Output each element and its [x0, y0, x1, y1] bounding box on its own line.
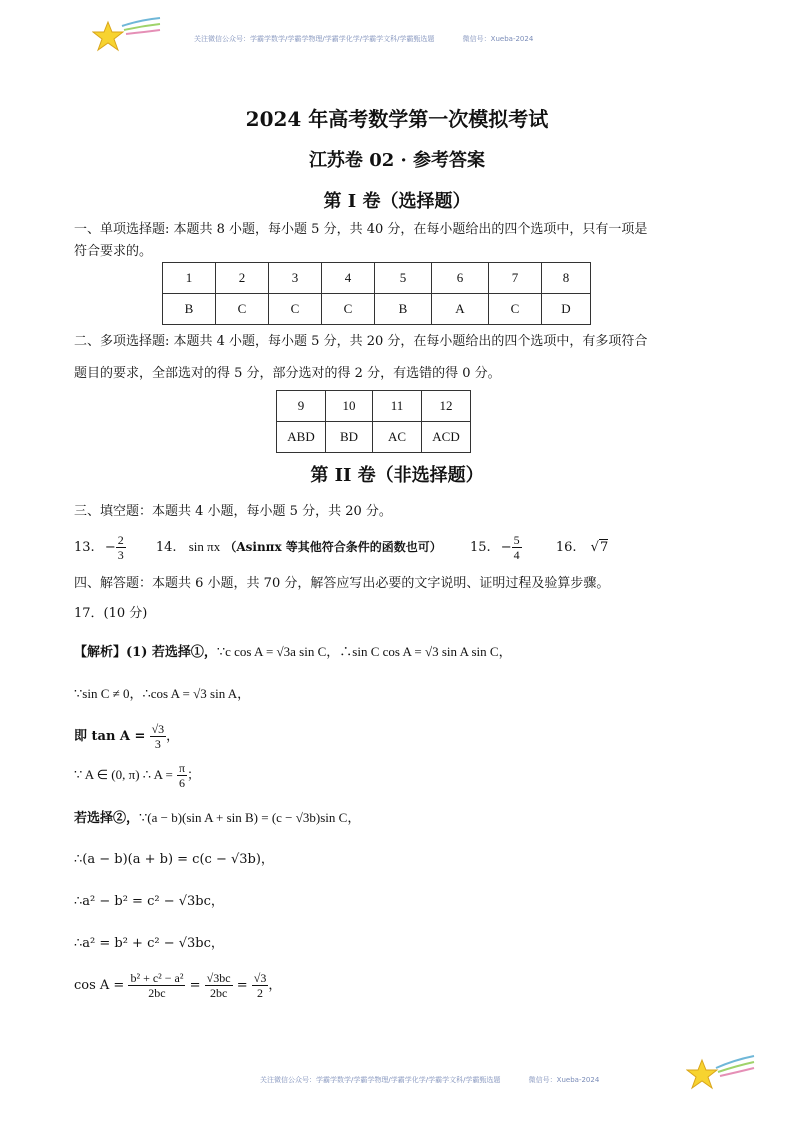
q14-answer: sin πx: [188, 539, 221, 554]
solution-tan-a: 即 tan A =: [74, 729, 146, 744]
solution-line-7: ∴a² − b² = c² − √3bc，: [74, 894, 224, 909]
table-cell: B: [375, 294, 432, 325]
table-cell: 7: [489, 263, 542, 294]
fraction-denominator: 2bc: [148, 986, 166, 1000]
table-cell: ABD: [277, 422, 326, 453]
solution-line-4: [74, 758, 200, 792]
table-cell: D: [542, 294, 591, 325]
fraction-denominator: 3: [117, 548, 124, 562]
fraction-numerator: √3: [253, 971, 267, 985]
fraction-denominator: 6: [179, 776, 185, 790]
q15-label: 15.: [469, 540, 491, 555]
solution-cos-a: cos A =: [74, 978, 125, 993]
header-wechat-id: 微信号：Xueba-2024: [462, 35, 534, 43]
solution-choice-2-label: 若选择②，: [74, 811, 140, 826]
table-cell: 5: [375, 263, 432, 294]
header-follow-text: [194, 34, 533, 44]
table-cell: 6: [432, 263, 489, 294]
solution-equation: ∵(a − b)(sin A + sin B) = (c − √3b)sin C，: [139, 810, 361, 825]
solution-line-1: [74, 642, 512, 663]
footer-wechat-id: 微信号：Xueba-2024: [528, 1076, 600, 1084]
footer-follow-text: [260, 1075, 599, 1085]
section1-instructions: 一、单项选择题: 本题共 8 小题，每小题 5 分，共 40 分，在每小题给出的四个选项中，只有一项是: [74, 222, 648, 237]
table-cell: 9: [277, 391, 326, 422]
solution-line-5: [74, 808, 360, 829]
q14-label: 14.: [155, 540, 177, 555]
solution-line-3: [74, 720, 179, 754]
solution-line-6: ∴(a − b)(a + b) = c(c − √3b)，: [74, 852, 274, 867]
table-cell: 11: [373, 391, 422, 422]
question-17-heading: 17．(10 分): [74, 606, 148, 621]
table-cell: C: [489, 294, 542, 325]
table-row: [277, 391, 471, 422]
table-cell: C: [216, 294, 269, 325]
q14-note: （Asinπx 等其他符合条件的函数也可）: [224, 540, 442, 554]
solution-fraction: [177, 761, 187, 790]
table-cell: AC: [373, 422, 422, 453]
solution-fraction: [252, 971, 269, 1000]
fraction-denominator: 2: [257, 986, 264, 1000]
section3-instructions: 三、填空题：本题共 4 小题，每小题 5 分，共 20 分。: [74, 504, 392, 519]
table-cell: A: [432, 294, 489, 325]
section2-instructions: 二、多项选择题: 本题共 4 小题，每小题 5 分，共 20 分，在每小题给出的四个选项中，有多项符合: [74, 334, 648, 349]
solution-fraction: [150, 722, 167, 751]
page-title: 2024 年高考数学第一次模拟考试: [245, 107, 549, 131]
part1-title: 第 I 卷（选择题）: [323, 191, 471, 212]
fraction-numerator: b² + c² − a²: [130, 971, 184, 985]
q13-sign: −: [104, 540, 116, 555]
table-cell: 1: [163, 263, 216, 294]
equals-sign: =: [189, 978, 201, 993]
q16-answer: 7: [599, 540, 609, 555]
fraction-numerator: 2: [117, 533, 124, 547]
q16-label: 16.: [555, 540, 577, 555]
solution-equation: ∵sin C ≠ 0，∴cos A = √3 sin A，: [74, 686, 251, 701]
solution-punct: ，: [268, 978, 282, 993]
section2-instructions-cont: 题目的要求，全部选对的得 5 分，部分选对的得 2 分，有选错的得 0 分。: [74, 366, 501, 381]
table-cell: ACD: [422, 422, 471, 453]
star-logo-icon: [686, 1052, 756, 1094]
table-cell: 12: [422, 391, 471, 422]
table-cell: 4: [322, 263, 375, 294]
fraction-denominator: 2bc: [209, 986, 228, 1000]
fraction-denominator: 4: [513, 548, 520, 562]
table-cell: C: [269, 294, 322, 325]
part2-title: 第 II 卷（非选择题）: [310, 465, 484, 486]
solution-punct: ；: [187, 768, 201, 783]
solution-line-9: [74, 966, 281, 1006]
fill-in-answers: [74, 532, 608, 562]
section1-instructions-cont: 符合要求的。: [74, 244, 153, 259]
solution-line-8: ∴a² = b² + c² − √3bc，: [74, 936, 224, 951]
equals-sign: =: [236, 978, 248, 993]
table-cell: 2: [216, 263, 269, 294]
solution-line-2: [74, 684, 250, 705]
fraction-numerator: 5: [513, 533, 520, 547]
sqrt-icon: √: [590, 540, 599, 555]
single-choice-answer-table: [162, 262, 591, 325]
fraction-denominator: 3: [154, 737, 161, 751]
solution-punct: ，: [166, 729, 180, 744]
solution-fraction: [128, 971, 185, 1000]
page-subtitle: 江苏卷 02 · 参考答案: [308, 150, 486, 171]
footer-follow-label: 关注微信公众号：学霸学数学/学霸学物理/学霸学化学/学霸学文科/学霸甄选题: [260, 1076, 501, 1084]
table-row: [277, 422, 471, 453]
solution-equation: ∵c cos A = √3a sin C，∴sin C cos A = √3 sin A sin C，: [216, 644, 512, 659]
table-cell: B: [163, 294, 216, 325]
q13-label: 13.: [74, 540, 95, 555]
fraction-numerator: √3: [151, 722, 165, 736]
table-cell: 3: [269, 263, 322, 294]
q15-fraction: [512, 533, 522, 562]
fraction-numerator: π: [178, 761, 186, 775]
table-row: [163, 294, 591, 325]
fraction-numerator: √3bc: [206, 971, 231, 985]
q15-sign: −: [500, 540, 512, 555]
q13-fraction: [116, 533, 126, 562]
multi-choice-answer-table: [276, 390, 471, 453]
table-row: [163, 263, 591, 294]
solution-choice-1-label: 【解析】(1) 若选择①，: [74, 645, 217, 660]
solution-a-range: ∵ A ∈ (0, π) ∴ A =: [74, 767, 173, 782]
header-follow-label: 关注微信公众号：学霸学数学/学霸学物理/学霸学化学/学霸学文科/学霸甄选题: [194, 35, 435, 43]
table-cell: 8: [542, 263, 591, 294]
section4-instructions: 四、解答题：本题共 6 小题，共 70 分，解答应写出必要的文字说明、证明过程及验算步骤。: [74, 576, 610, 591]
solution-fraction: [205, 971, 233, 1000]
table-cell: C: [322, 294, 375, 325]
table-cell: 10: [326, 391, 373, 422]
table-cell: BD: [326, 422, 373, 453]
star-logo-icon: [92, 16, 162, 58]
